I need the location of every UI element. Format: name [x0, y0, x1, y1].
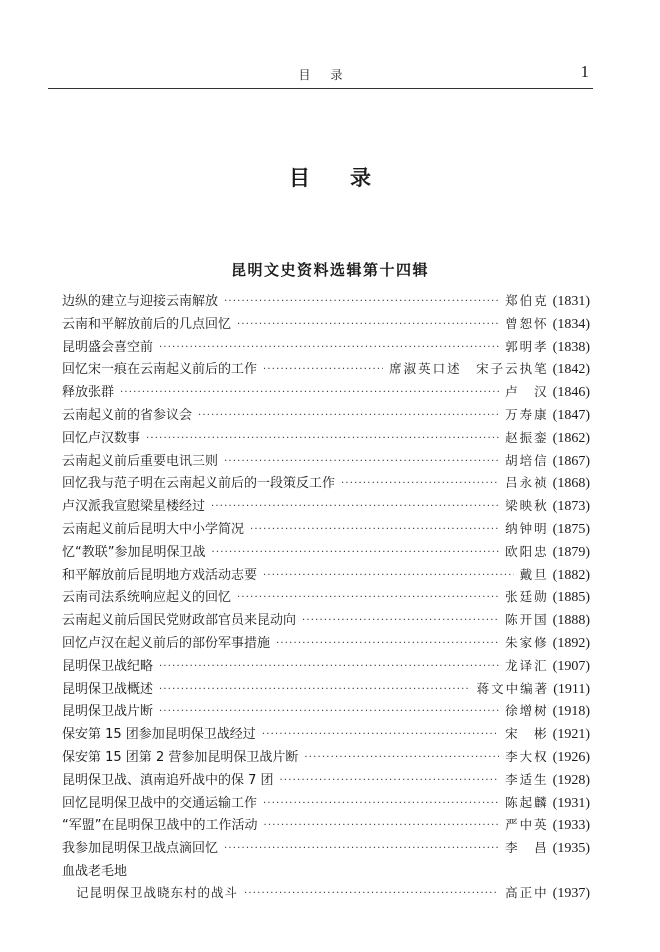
toc-entry-page: (1926)	[552, 749, 590, 765]
toc-entry-author: 龙译汇	[505, 657, 549, 673]
toc-entry-author: 赵振銮	[505, 429, 549, 445]
toc-entry-author: 陈开国	[505, 612, 549, 628]
toc-entry[interactable]	[62, 472, 590, 495]
toc-entry-page: (1907)	[552, 658, 590, 674]
toc-entry[interactable]	[62, 609, 590, 632]
toc-entry-title: 昆明保卫战、滇南追歼战中的保 7 团	[62, 772, 274, 788]
toc-entry[interactable]	[62, 381, 590, 404]
toc-entry-page: (1933)	[552, 818, 590, 834]
toc-entry-author: 梁映秋	[505, 498, 549, 514]
toc-entry-title: 昆明保卫战纪略	[62, 658, 154, 674]
toc-entry[interactable]	[62, 450, 590, 473]
toc-entry-author: 蒋文中编著	[476, 680, 550, 696]
toc-entry-page: (1873)	[552, 499, 590, 515]
toc-entry-author: 李大权	[505, 748, 549, 764]
toc-entry-page: (1868)	[552, 476, 590, 492]
toc-entry-author: 张廷勋	[505, 589, 549, 605]
toc-entry-author: 欧阳忠	[505, 543, 549, 559]
dot-leader	[224, 843, 499, 854]
toc-entry-author: 宋 彬	[505, 726, 549, 742]
toc-entry[interactable]	[62, 586, 590, 609]
dot-leader	[198, 410, 499, 421]
toc-entry-title: 云南司法系统响应起义的回忆	[62, 590, 232, 606]
toc-entry-title: 回忆卢汉在起义前后的部份军事措施	[62, 635, 271, 651]
toc-entry[interactable]	[62, 358, 590, 381]
toc-entry-author: 朱家修	[505, 634, 549, 650]
toc-entry-author: 李适生	[505, 771, 549, 787]
toc-entry-page: (1937)	[552, 885, 590, 901]
toc-entry-author: 徐增树	[505, 703, 549, 719]
page-title: 目录	[289, 166, 411, 190]
dot-leader	[263, 364, 383, 375]
toc-entry[interactable]	[62, 678, 590, 701]
toc-entry[interactable]	[62, 541, 590, 564]
toc-entry-page: (1885)	[552, 590, 590, 606]
toc-entry[interactable]	[62, 769, 590, 792]
running-header	[48, 60, 593, 89]
toc-entry-title: 忆“教联”参加昆明保卫战	[62, 544, 206, 560]
dot-leader	[237, 592, 499, 603]
toc-entry-title: 血战老毛地	[62, 863, 128, 879]
toc-entry-title: 云南起义前后重要电讯三则	[62, 453, 219, 469]
dot-leader	[304, 752, 499, 763]
section-title: 昆明文史资料选辑第十四辑	[230, 261, 429, 279]
toc-entry-page: (1921)	[552, 727, 590, 743]
toc-entry-title: 记昆明保卫战晓东村的战斗	[76, 884, 239, 900]
page-number: 1	[580, 62, 589, 81]
toc-entry-author: 卢 汉	[505, 384, 549, 400]
toc-entry-title: 释放张群	[62, 385, 115, 401]
toc-entry-title: 云南起义前的省参议会	[62, 407, 193, 423]
toc-entry-heading[interactable]	[62, 860, 590, 883]
toc-entry[interactable]	[62, 564, 590, 587]
dot-leader	[120, 387, 499, 398]
toc-entry-author: 李 昌	[505, 840, 549, 856]
toc-entry-title: 保安第 15 团第 2 营参加昆明保卫战片断	[62, 749, 299, 765]
toc-entry-page: (1928)	[552, 772, 590, 788]
toc-entry-title: 回忆昆明保卫战中的交通运输工作	[62, 795, 258, 811]
toc-entry[interactable]	[62, 313, 590, 336]
table-of-contents	[62, 290, 590, 906]
dot-leader	[159, 706, 499, 717]
toc-entry[interactable]	[62, 427, 590, 450]
toc-entry-author: 郑伯克	[505, 293, 549, 308]
toc-entry-page: (1842)	[552, 362, 590, 378]
toc-entry[interactable]	[62, 837, 590, 860]
toc-entry-page: (1862)	[552, 430, 590, 446]
toc-entry-title: 卢汉派我宣慰梁星楼经过	[62, 499, 206, 515]
toc-entry-title: 昆明保卫战片断	[62, 704, 154, 720]
toc-entry-author: 万寿康	[505, 406, 549, 422]
toc-entry[interactable]	[62, 746, 590, 769]
dot-leader	[159, 684, 471, 695]
toc-entry-author: 吕永祯	[505, 475, 549, 491]
toc-entry[interactable]	[62, 290, 590, 313]
toc-entry-title: 我参加昆明保卫战点滴回忆	[62, 841, 219, 857]
toc-entry-author: 高正中	[505, 884, 549, 900]
toc-entry-subtitle[interactable]	[62, 883, 590, 906]
toc-entry-title: 昆明盛会喜空前	[62, 339, 154, 355]
toc-entry-author: 郭明孝	[505, 338, 549, 354]
toc-entry-author: 席淑英口述 宋子云执笔	[389, 361, 549, 377]
toc-entry-page: (1847)	[552, 407, 590, 423]
dot-leader	[302, 615, 499, 626]
dot-leader	[237, 319, 499, 330]
toc-entry-title: “军盟”在昆明保卫战中的工作活动	[62, 818, 258, 834]
dot-leader	[244, 888, 499, 899]
toc-entry-title: 回忆卢汉数事	[62, 430, 141, 446]
toc-entry-page: (1831)	[552, 294, 590, 309]
dot-leader	[211, 547, 499, 558]
dot-leader	[263, 820, 499, 831]
dot-leader	[341, 478, 499, 489]
toc-entry[interactable]	[62, 792, 590, 815]
dot-leader	[224, 296, 499, 307]
toc-entry[interactable]	[62, 404, 590, 427]
toc-entry-title: 云南和平解放前后的几点回忆	[62, 316, 232, 332]
toc-entry-title: 回忆我与范子明在云南起义前后的一段策反工作	[62, 476, 336, 492]
dot-leader	[250, 524, 499, 535]
toc-entry-page: (1846)	[552, 385, 590, 401]
running-header-title: 目录	[298, 68, 363, 82]
toc-entry-author: 纳钟明	[505, 520, 549, 536]
toc-entry-title: 昆明保卫战概述	[62, 681, 154, 697]
dot-leader	[159, 342, 499, 353]
dot-leader	[211, 501, 499, 512]
toc-entry[interactable]	[62, 518, 590, 541]
toc-entry-page: (1867)	[552, 453, 590, 469]
toc-entry[interactable]	[62, 495, 590, 518]
toc-entry-page: (1834)	[552, 316, 590, 332]
toc-entry-page: (1888)	[552, 613, 590, 629]
toc-entry-page: (1882)	[552, 567, 590, 583]
toc-entry-page: (1911)	[553, 681, 590, 697]
dot-leader	[159, 661, 499, 672]
toc-entry-author: 严中英	[505, 817, 549, 833]
toc-entry-title: 边纵的建立与迎接云南解放	[62, 294, 219, 309]
toc-entry-page: (1931)	[552, 795, 590, 811]
toc-entry[interactable]	[62, 655, 590, 678]
toc-entry-page: (1935)	[552, 841, 590, 857]
dot-leader	[146, 433, 499, 444]
dot-leader	[263, 798, 499, 809]
toc-entry-author: 胡培信	[505, 452, 549, 468]
toc-entry-title: 和平解放前后昆明地方戏活动志要	[62, 567, 258, 583]
dot-leader	[276, 638, 499, 649]
toc-entry-page: (1892)	[552, 635, 590, 651]
toc-entry-page: (1838)	[552, 339, 590, 355]
toc-entry-author: 曾恕怀	[505, 315, 549, 331]
toc-entry-page: (1879)	[552, 544, 590, 560]
toc-entry[interactable]	[62, 700, 590, 723]
toc-entry-page: (1918)	[552, 704, 590, 720]
toc-entry-page: (1875)	[552, 521, 590, 537]
dot-leader	[224, 456, 499, 467]
toc-entry-title: 保安第 15 团参加昆明保卫战经过	[62, 727, 256, 743]
toc-entry[interactable]	[62, 632, 590, 655]
dot-leader	[263, 570, 514, 581]
toc-entry-title: 云南起义前后昆明大中小学简况	[62, 521, 245, 537]
toc-entry-title: 云南起义前后国民党财政部官员来昆动向	[62, 613, 297, 629]
toc-entry-author: 戴旦	[519, 566, 549, 582]
dot-leader	[262, 729, 499, 740]
dot-leader	[280, 775, 500, 786]
toc-entry[interactable]	[62, 336, 590, 359]
toc-entry-author: 陈起麟	[505, 794, 549, 810]
toc-entry[interactable]	[62, 723, 590, 746]
toc-entry[interactable]	[62, 814, 590, 837]
toc-entry-title: 回忆宋一痕在云南起义前后的工作	[62, 362, 258, 378]
